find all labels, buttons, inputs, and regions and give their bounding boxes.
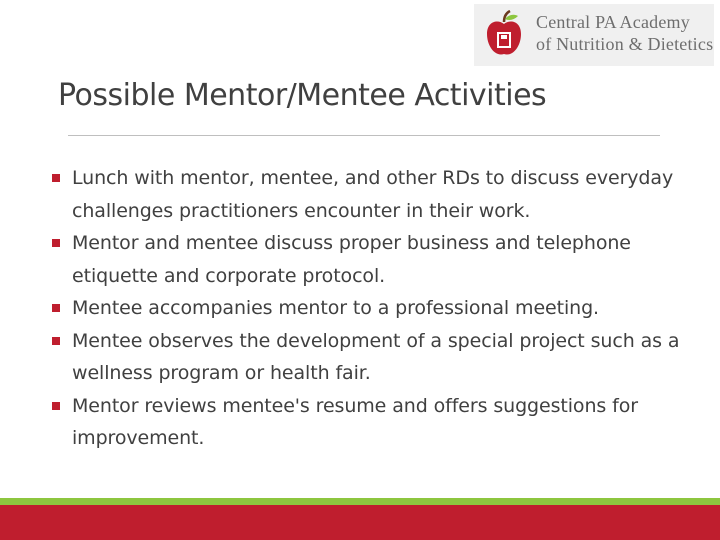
bullet-item xyxy=(50,162,680,227)
bullet-item xyxy=(50,292,680,325)
bullet-text: Mentee accompanies mentor to a professional meeting. xyxy=(72,297,599,319)
apple-icon xyxy=(484,10,524,58)
bullet-item xyxy=(50,325,680,390)
footer-red-band xyxy=(0,505,720,540)
square-bullet-icon xyxy=(52,337,60,345)
bullet-item xyxy=(50,227,680,292)
square-bullet-icon xyxy=(52,174,60,182)
footer-green-stripe xyxy=(0,498,720,505)
bullet-text: Lunch with mentor, mentee, and other RDs to discuss everyday challenges practitioners encounter in their work. xyxy=(72,167,674,222)
bullet-text: Mentor reviews mentee's resume and offers suggestions for improvement. xyxy=(72,394,638,449)
bullet-item xyxy=(50,390,680,455)
square-bullet-icon xyxy=(52,402,60,410)
square-bullet-icon xyxy=(52,239,60,247)
bullet-list xyxy=(50,162,680,455)
logo-text-line1: Central PA Academy xyxy=(536,12,690,32)
bullet-text: Mentor and mentee discuss proper business and telephone etiquette and corporate protocol. xyxy=(72,232,631,287)
slide-title: Possible Mentor/Mentee Activities xyxy=(58,78,547,113)
academy-logo xyxy=(474,4,714,66)
bullet-text: Mentee observes the development of a special project such as a wellness program or health fair. xyxy=(72,329,680,384)
logo-text-line2: of Nutrition & Dietetics xyxy=(536,34,714,54)
square-bullet-icon xyxy=(52,304,60,312)
title-divider xyxy=(68,135,660,136)
